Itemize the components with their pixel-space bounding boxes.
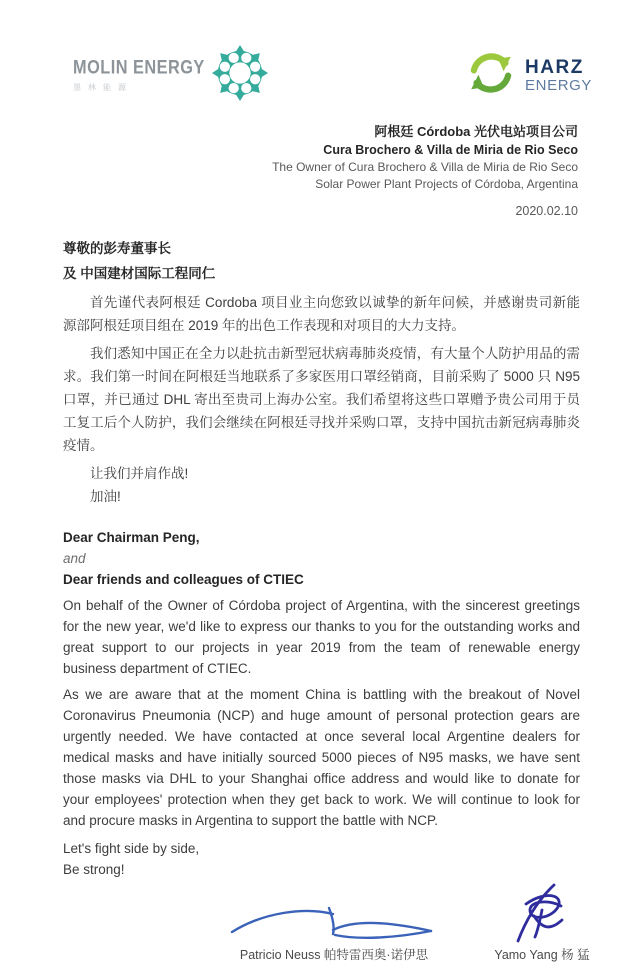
letter-header-block bbox=[0, 123, 644, 193]
molin-energy-logo bbox=[73, 44, 269, 107]
molin-logo-chinese-name: 墨林能源 bbox=[73, 83, 133, 92]
signature-area bbox=[0, 882, 644, 963]
english-letter-body bbox=[0, 527, 644, 880]
signatory-name-patricio: Patricio Neuss 帕特雷西奥·诺伊思 bbox=[239, 948, 429, 962]
molin-gear-ring-icon bbox=[211, 44, 269, 107]
harz-logo-text bbox=[525, 58, 592, 93]
english-closing-line2: Be strong! bbox=[63, 862, 125, 877]
project-subtitle-plant: Solar Power Plant Projects of Córdoba, Argentina bbox=[315, 177, 578, 191]
project-subtitle-owner: The Owner of Cura Brochero & Villa de Miria de Rio Seco bbox=[272, 160, 578, 174]
harz-logo-name: HARZ bbox=[525, 57, 584, 78]
english-closing-line1: Let's fight side by side, bbox=[63, 841, 200, 856]
signatory-name-yamo: Yamo Yang 杨 猛 bbox=[494, 948, 590, 962]
harz-circular-arrows-icon bbox=[464, 46, 518, 105]
chinese-salutation-line2: 及 中国建材国际工程同仁 bbox=[63, 266, 216, 281]
handwritten-signature-yamo bbox=[467, 882, 617, 944]
project-title-chinese: 阿根廷 Córdoba 光伏电站项目公司 bbox=[374, 124, 578, 139]
english-salutation-line1: Dear Chairman Peng, bbox=[63, 530, 200, 545]
handwritten-signature-patricio bbox=[213, 902, 455, 944]
signature-block-yamo bbox=[467, 882, 617, 963]
english-paragraph-2: As we are aware that at the moment China is battling with the breakout of Novel Coronavirus Pneumonia (NCP) and huge amount of personal protection gears are urgently needed. We have contacted at once several local Argentine dealers for medical masks and have initially sourced 5000 pieces of N95 masks, we have sent those masks via DHL to your Shanghai office address and would like to donate for your employees' protection when they get back to work. We will continue to look for and procure masks in Argentina to support the battle with NCP. bbox=[63, 687, 580, 828]
harz-energy-logo bbox=[464, 46, 592, 105]
english-salutation-line2: Dear friends and colleagues of CTIEC bbox=[63, 572, 304, 587]
chinese-letter-body bbox=[0, 236, 644, 508]
english-salutation-and: and bbox=[63, 551, 86, 566]
signature-block-patricio bbox=[213, 902, 455, 963]
harz-logo-subname: ENERGY bbox=[525, 77, 592, 94]
english-paragraph-1: On behalf of the Owner of Córdoba project of Argentina, with the sincerest greetings for the new year, we'd like to express our thanks to you for the outstanding works and great support to our projects in year 2019 from the team of renewable energy business department of CTIEC. bbox=[63, 598, 580, 676]
chinese-paragraph-1: 首先谨代表阿根廷 Cordoba 项目业主向您致以诚挚的新年问候，并感谢贵司新能源部阿根廷项目组在 2019 年的出色工作表现和对项目的大力支持。 bbox=[63, 295, 580, 333]
letterhead bbox=[0, 0, 644, 107]
chinese-closing-line2: 加油! bbox=[90, 489, 121, 504]
molin-logo-text bbox=[73, 58, 210, 93]
letter-date: 2020.02.10 bbox=[515, 204, 578, 218]
chinese-paragraph-2: 我们悉知中国正在全力以赴抗击新型冠状病毒肺炎疫情，有大量个人防护用品的需求。我们第一时间在阿根廷当地联系了多家医用口罩经销商，目前采购了 5000 只 N95 口罩，并已通过 DHL 寄出至贵司上海办公室。我们希望将这些口罩赠予贵公司用于员工复工后个人防护，我们会继续在阿根廷寻找并采购口罩，支持中国抗击新冠病毒肺炎疫情。 bbox=[63, 346, 580, 453]
molin-logo-name: MOLIN ENERGY bbox=[73, 56, 205, 79]
project-title-english: Cura Brochero & Villa de Miria de Rio Seco bbox=[323, 143, 578, 157]
chinese-closing-line1: 让我们并肩作战! bbox=[90, 466, 189, 481]
chinese-salutation-line1: 尊敬的彭寿董事长 bbox=[63, 241, 171, 256]
